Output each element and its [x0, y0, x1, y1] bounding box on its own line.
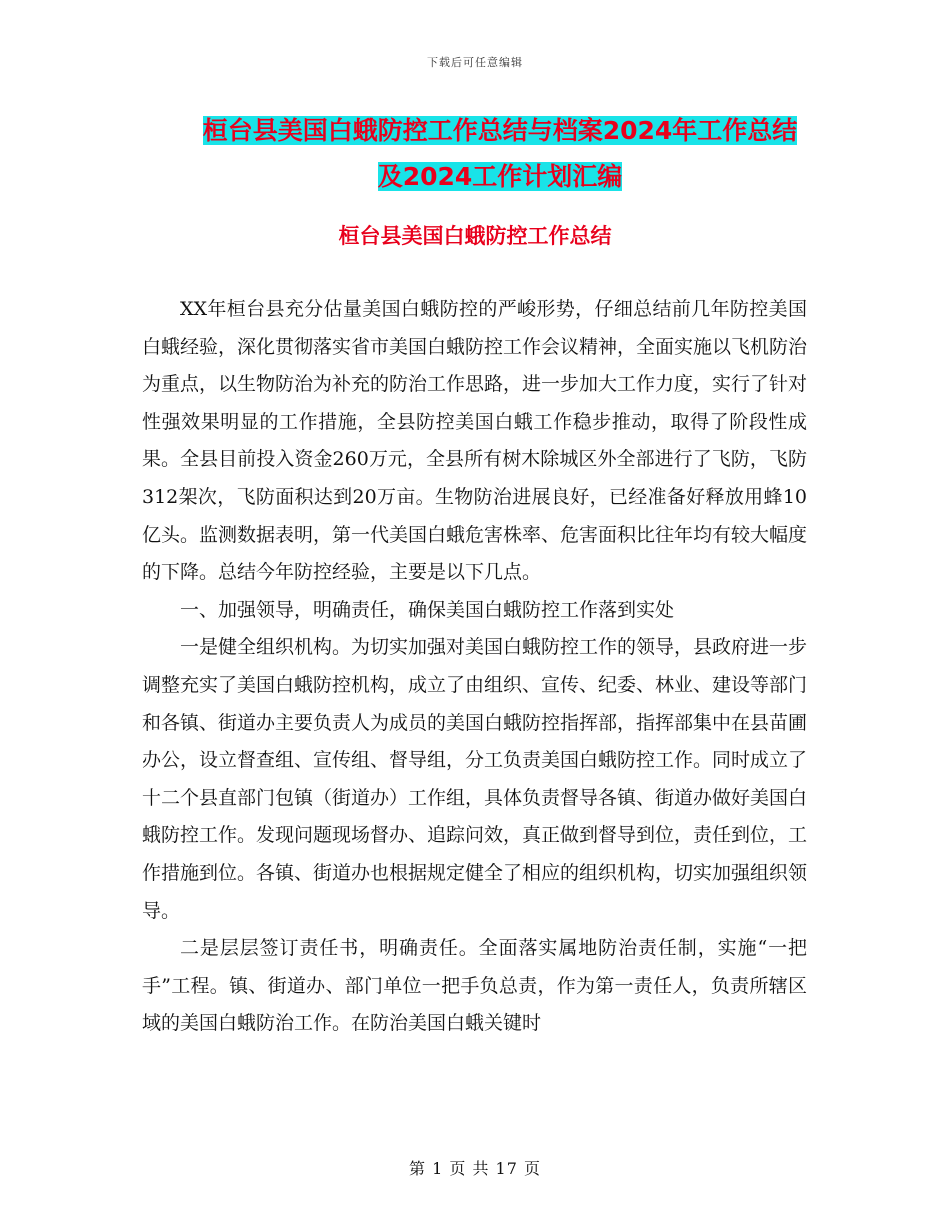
paragraph-responsibility: 二是层层签订责任书，明确责任。全面落实属地防治责任制，实施“一把手”工程。镇、街道办、部门单位一把手负总责，作为第一责任人，负责所辖区域的美国白蛾防治工作。在防治美国白蛾关键时: [142, 937, 807, 1035]
header-note: 下载后可任意编辑: [427, 56, 523, 69]
document-title-line-2: 及2024工作计划汇编: [377, 162, 623, 191]
paragraph-intro: XX年桓台县充分估量美国白蛾防控的严峻形势，仔细总结前几年防控美国白蛾经验，深化贯彻落实省市美国白蛾防控工作会议精神，全面实施以飞机防治为重点，以生物防治为补充的防治工作思路，进一步加大工作力度，实行了针对性强效果明显的工作措施，全县防控美国白蛾工作稳步推动，取得了阶段性成果。全县目前投入资金260万元，全县所有树木除城区外全部进行了飞防，飞防312架次，飞防面积达到20万亩。生物防治进展良好，已经准备好释放用蜂10亿头。监测数据表明，第一代美国白蛾危害株率、危害面积比往年均有较大幅度的下降。总结今年防控经验，主要是以下几点。: [142, 298, 808, 584]
page-number-footer: 第 1 页 共 17 页: [409, 1159, 541, 1178]
body-text: [142, 291, 807, 1043]
document-title-line-1: 桓台县美国白蛾防控工作总结与档案2024年工作总结: [202, 116, 798, 145]
paragraph-organization: 一是健全组织机构。为切实加强对美国白蛾防控工作的领导，县政府进一步调整充实了美国白蛾防控机构，成立了由组织、宣传、纪委、林业、建设等部门和各镇、街道办主要负责人为成员的美国白蛾防控指挥部，指挥部集中在县苗圃办公，设立督查组、宣传组、督导组，分工负责美国白蛾防控工作。同时成立了十二个县直部门包镇（街道办）工作组，具体负责督导各镇、街道办做好美国白蛾防控工作。发现问题现场督办、追踪问效，真正做到督导到位，责任到位，工作措施到位。各镇、街道办也根据规定健全了相应的组织机构，切实加强组织领导。: [142, 636, 808, 922]
section-title: 桓台县美国白蛾防控工作总结: [338, 224, 612, 248]
document-title: [150, 108, 850, 200]
paragraph-heading-1: 一、加强领导，明确责任，确保美国白蛾防控工作落到实处: [180, 598, 675, 621]
